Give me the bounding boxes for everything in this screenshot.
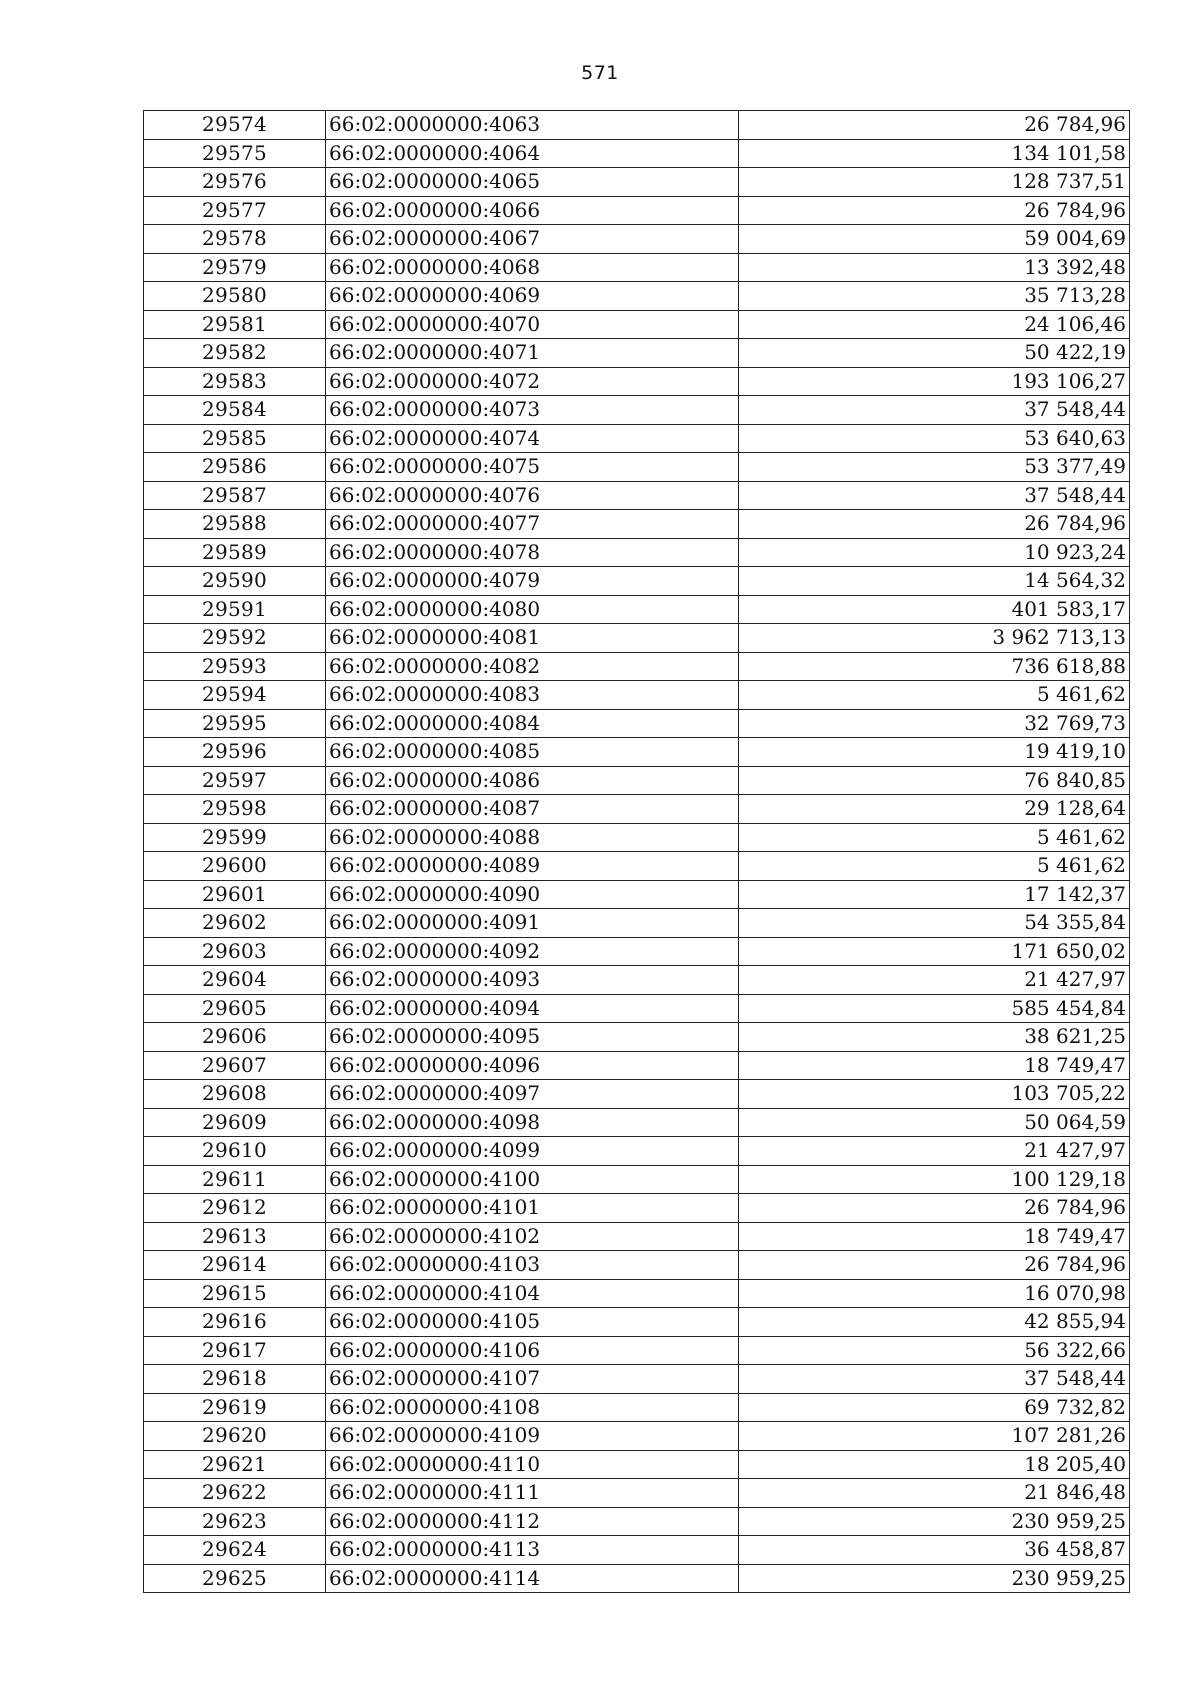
table-row (144, 595, 1130, 624)
value-cell: 21 427,97 (739, 1137, 1130, 1166)
table-row (144, 795, 1130, 824)
table-row (144, 196, 1130, 225)
table-row (144, 738, 1130, 767)
value-cell: 401 583,17 (739, 595, 1130, 624)
cadastral-number-cell: 66:02:0000000:4082 (326, 652, 739, 681)
row-number-cell: 29603 (144, 937, 326, 966)
row-number-cell: 29609 (144, 1108, 326, 1137)
table-row (144, 1365, 1130, 1394)
cadastral-number-cell: 66:02:0000000:4081 (326, 624, 739, 653)
cadastral-number-cell: 66:02:0000000:4092 (326, 937, 739, 966)
table-row (144, 681, 1130, 710)
cadastral-number-cell: 66:02:0000000:4085 (326, 738, 739, 767)
cadastral-number-cell: 66:02:0000000:4102 (326, 1222, 739, 1251)
cadastral-number-cell: 66:02:0000000:4101 (326, 1194, 739, 1223)
value-cell: 21 846,48 (739, 1479, 1130, 1508)
value-cell: 37 548,44 (739, 396, 1130, 425)
row-number-cell: 29585 (144, 424, 326, 453)
value-cell: 53 377,49 (739, 453, 1130, 482)
value-cell: 171 650,02 (739, 937, 1130, 966)
table-row (144, 1137, 1130, 1166)
row-number-cell: 29592 (144, 624, 326, 653)
cadastral-number-cell: 66:02:0000000:4066 (326, 196, 739, 225)
table-row (144, 823, 1130, 852)
table-row (144, 139, 1130, 168)
value-cell: 37 548,44 (739, 481, 1130, 510)
cadastral-number-cell: 66:02:0000000:4064 (326, 139, 739, 168)
row-number-cell: 29590 (144, 567, 326, 596)
table-row (144, 253, 1130, 282)
table-row (144, 1479, 1130, 1508)
value-cell: 18 205,40 (739, 1450, 1130, 1479)
cadastral-number-cell: 66:02:0000000:4089 (326, 852, 739, 881)
row-number-cell: 29593 (144, 652, 326, 681)
row-number-cell: 29614 (144, 1251, 326, 1280)
row-number-cell: 29620 (144, 1422, 326, 1451)
cadastral-number-cell: 66:02:0000000:4114 (326, 1564, 739, 1593)
table-row (144, 994, 1130, 1023)
cadastral-number-cell: 66:02:0000000:4070 (326, 310, 739, 339)
row-number-cell: 29591 (144, 595, 326, 624)
registry-table (143, 110, 1130, 1593)
cadastral-number-cell: 66:02:0000000:4095 (326, 1023, 739, 1052)
cadastral-number-cell: 66:02:0000000:4111 (326, 1479, 739, 1508)
cadastral-number-cell: 66:02:0000000:4113 (326, 1536, 739, 1565)
table-row (144, 168, 1130, 197)
row-number-cell: 29589 (144, 538, 326, 567)
registry-table-body (144, 111, 1130, 1593)
value-cell: 10 923,24 (739, 538, 1130, 567)
table-row (144, 1023, 1130, 1052)
cadastral-number-cell: 66:02:0000000:4084 (326, 709, 739, 738)
table-row (144, 1279, 1130, 1308)
value-cell: 585 454,84 (739, 994, 1130, 1023)
page-number: 571 (581, 62, 619, 84)
row-number-cell: 29612 (144, 1194, 326, 1223)
value-cell: 42 855,94 (739, 1308, 1130, 1337)
row-number-cell: 29607 (144, 1051, 326, 1080)
cadastral-number-cell: 66:02:0000000:4063 (326, 111, 739, 140)
row-number-cell: 29574 (144, 111, 326, 140)
row-number-cell: 29619 (144, 1393, 326, 1422)
table-row (144, 510, 1130, 539)
table-row (144, 225, 1130, 254)
row-number-cell: 29617 (144, 1336, 326, 1365)
cadastral-number-cell: 66:02:0000000:4110 (326, 1450, 739, 1479)
table-row (144, 424, 1130, 453)
cadastral-number-cell: 66:02:0000000:4094 (326, 994, 739, 1023)
cadastral-number-cell: 66:02:0000000:4078 (326, 538, 739, 567)
value-cell: 100 129,18 (739, 1165, 1130, 1194)
row-number-cell: 29616 (144, 1308, 326, 1337)
cadastral-number-cell: 66:02:0000000:4088 (326, 823, 739, 852)
cadastral-number-cell: 66:02:0000000:4068 (326, 253, 739, 282)
table-row (144, 538, 1130, 567)
row-number-cell: 29622 (144, 1479, 326, 1508)
cadastral-number-cell: 66:02:0000000:4075 (326, 453, 739, 482)
table-row (144, 937, 1130, 966)
cadastral-number-cell: 66:02:0000000:4087 (326, 795, 739, 824)
table-row (144, 1393, 1130, 1422)
row-number-cell: 29579 (144, 253, 326, 282)
table-row (144, 453, 1130, 482)
value-cell: 36 458,87 (739, 1536, 1130, 1565)
cadastral-number-cell: 66:02:0000000:4096 (326, 1051, 739, 1080)
row-number-cell: 29595 (144, 709, 326, 738)
table-row (144, 709, 1130, 738)
cadastral-number-cell: 66:02:0000000:4069 (326, 282, 739, 311)
cadastral-number-cell: 66:02:0000000:4093 (326, 966, 739, 995)
value-cell: 5 461,62 (739, 681, 1130, 710)
table-row (144, 339, 1130, 368)
cadastral-number-cell: 66:02:0000000:4097 (326, 1080, 739, 1109)
table-row (144, 1080, 1130, 1109)
row-number-cell: 29610 (144, 1137, 326, 1166)
row-number-cell: 29618 (144, 1365, 326, 1394)
value-cell: 107 281,26 (739, 1422, 1130, 1451)
cadastral-number-cell: 66:02:0000000:4090 (326, 880, 739, 909)
value-cell: 103 705,22 (739, 1080, 1130, 1109)
row-number-cell: 29587 (144, 481, 326, 510)
value-cell: 38 621,25 (739, 1023, 1130, 1052)
row-number-cell: 29598 (144, 795, 326, 824)
table-row (144, 1165, 1130, 1194)
row-number-cell: 29594 (144, 681, 326, 710)
cadastral-number-cell: 66:02:0000000:4067 (326, 225, 739, 254)
value-cell: 29 128,64 (739, 795, 1130, 824)
cadastral-number-cell: 66:02:0000000:4073 (326, 396, 739, 425)
cadastral-number-cell: 66:02:0000000:4080 (326, 595, 739, 624)
cadastral-number-cell: 66:02:0000000:4086 (326, 766, 739, 795)
cadastral-number-cell: 66:02:0000000:4098 (326, 1108, 739, 1137)
value-cell: 16 070,98 (739, 1279, 1130, 1308)
value-cell: 54 355,84 (739, 909, 1130, 938)
value-cell: 5 461,62 (739, 823, 1130, 852)
row-number-cell: 29586 (144, 453, 326, 482)
table-row (144, 1051, 1130, 1080)
value-cell: 35 713,28 (739, 282, 1130, 311)
row-number-cell: 29605 (144, 994, 326, 1023)
cadastral-number-cell: 66:02:0000000:4091 (326, 909, 739, 938)
row-number-cell: 29604 (144, 966, 326, 995)
row-number-cell: 29600 (144, 852, 326, 881)
table-row (144, 567, 1130, 596)
table-row (144, 1507, 1130, 1536)
value-cell: 26 784,96 (739, 111, 1130, 140)
table-row (144, 1222, 1130, 1251)
row-number-cell: 29583 (144, 367, 326, 396)
cadastral-number-cell: 66:02:0000000:4077 (326, 510, 739, 539)
row-number-cell: 29606 (144, 1023, 326, 1052)
value-cell: 50 064,59 (739, 1108, 1130, 1137)
table-row (144, 652, 1130, 681)
value-cell: 18 749,47 (739, 1222, 1130, 1251)
row-number-cell: 29577 (144, 196, 326, 225)
value-cell: 26 784,96 (739, 196, 1130, 225)
value-cell: 17 142,37 (739, 880, 1130, 909)
table-row (144, 367, 1130, 396)
row-number-cell: 29621 (144, 1450, 326, 1479)
row-number-cell: 29608 (144, 1080, 326, 1109)
value-cell: 19 419,10 (739, 738, 1130, 767)
value-cell: 13 392,48 (739, 253, 1130, 282)
value-cell: 76 840,85 (739, 766, 1130, 795)
table-row (144, 1251, 1130, 1280)
cadastral-number-cell: 66:02:0000000:4065 (326, 168, 739, 197)
value-cell: 26 784,96 (739, 1251, 1130, 1280)
value-cell: 18 749,47 (739, 1051, 1130, 1080)
table-row (144, 766, 1130, 795)
table-row (144, 1194, 1130, 1223)
row-number-cell: 29584 (144, 396, 326, 425)
row-number-cell: 29599 (144, 823, 326, 852)
row-number-cell: 29615 (144, 1279, 326, 1308)
table-row (144, 1308, 1130, 1337)
cadastral-number-cell: 66:02:0000000:4109 (326, 1422, 739, 1451)
table-row (144, 624, 1130, 653)
cadastral-number-cell: 66:02:0000000:4112 (326, 1507, 739, 1536)
value-cell: 37 548,44 (739, 1365, 1130, 1394)
value-cell: 3 962 713,13 (739, 624, 1130, 653)
value-cell: 5 461,62 (739, 852, 1130, 881)
value-cell: 56 322,66 (739, 1336, 1130, 1365)
cadastral-number-cell: 66:02:0000000:4071 (326, 339, 739, 368)
cadastral-number-cell: 66:02:0000000:4103 (326, 1251, 739, 1280)
cadastral-number-cell: 66:02:0000000:4072 (326, 367, 739, 396)
value-cell: 26 784,96 (739, 1194, 1130, 1223)
table-row (144, 909, 1130, 938)
table-row (144, 1108, 1130, 1137)
value-cell: 230 959,25 (739, 1507, 1130, 1536)
value-cell: 69 732,82 (739, 1393, 1130, 1422)
row-number-cell: 29597 (144, 766, 326, 795)
cadastral-number-cell: 66:02:0000000:4100 (326, 1165, 739, 1194)
value-cell: 193 106,27 (739, 367, 1130, 396)
value-cell: 59 004,69 (739, 225, 1130, 254)
cadastral-number-cell: 66:02:0000000:4083 (326, 681, 739, 710)
value-cell: 14 564,32 (739, 567, 1130, 596)
value-cell: 230 959,25 (739, 1564, 1130, 1593)
value-cell: 134 101,58 (739, 139, 1130, 168)
cadastral-number-cell: 66:02:0000000:4076 (326, 481, 739, 510)
table-row (144, 1536, 1130, 1565)
value-cell: 24 106,46 (739, 310, 1130, 339)
table-row (144, 310, 1130, 339)
row-number-cell: 29578 (144, 225, 326, 254)
cadastral-number-cell: 66:02:0000000:4104 (326, 1279, 739, 1308)
value-cell: 26 784,96 (739, 510, 1130, 539)
cadastral-number-cell: 66:02:0000000:4106 (326, 1336, 739, 1365)
table-row (144, 1564, 1130, 1593)
table-row (144, 282, 1130, 311)
table-row (144, 1450, 1130, 1479)
table-row (144, 880, 1130, 909)
table-row (144, 1422, 1130, 1451)
value-cell: 128 737,51 (739, 168, 1130, 197)
value-cell: 32 769,73 (739, 709, 1130, 738)
row-number-cell: 29611 (144, 1165, 326, 1194)
cadastral-number-cell: 66:02:0000000:4079 (326, 567, 739, 596)
row-number-cell: 29582 (144, 339, 326, 368)
cadastral-number-cell: 66:02:0000000:4099 (326, 1137, 739, 1166)
cadastral-number-cell: 66:02:0000000:4108 (326, 1393, 739, 1422)
row-number-cell: 29613 (144, 1222, 326, 1251)
row-number-cell: 29623 (144, 1507, 326, 1536)
table-row (144, 396, 1130, 425)
row-number-cell: 29624 (144, 1536, 326, 1565)
row-number-cell: 29596 (144, 738, 326, 767)
cadastral-number-cell: 66:02:0000000:4107 (326, 1365, 739, 1394)
row-number-cell: 29576 (144, 168, 326, 197)
table-row (144, 1336, 1130, 1365)
row-number-cell: 29625 (144, 1564, 326, 1593)
value-cell: 736 618,88 (739, 652, 1130, 681)
row-number-cell: 29588 (144, 510, 326, 539)
table-row (144, 481, 1130, 510)
row-number-cell: 29601 (144, 880, 326, 909)
cadastral-number-cell: 66:02:0000000:4105 (326, 1308, 739, 1337)
table-row (144, 966, 1130, 995)
cadastral-number-cell: 66:02:0000000:4074 (326, 424, 739, 453)
row-number-cell: 29575 (144, 139, 326, 168)
row-number-cell: 29581 (144, 310, 326, 339)
value-cell: 21 427,97 (739, 966, 1130, 995)
value-cell: 53 640,63 (739, 424, 1130, 453)
table-row (144, 111, 1130, 140)
table-row (144, 852, 1130, 881)
value-cell: 50 422,19 (739, 339, 1130, 368)
row-number-cell: 29580 (144, 282, 326, 311)
row-number-cell: 29602 (144, 909, 326, 938)
